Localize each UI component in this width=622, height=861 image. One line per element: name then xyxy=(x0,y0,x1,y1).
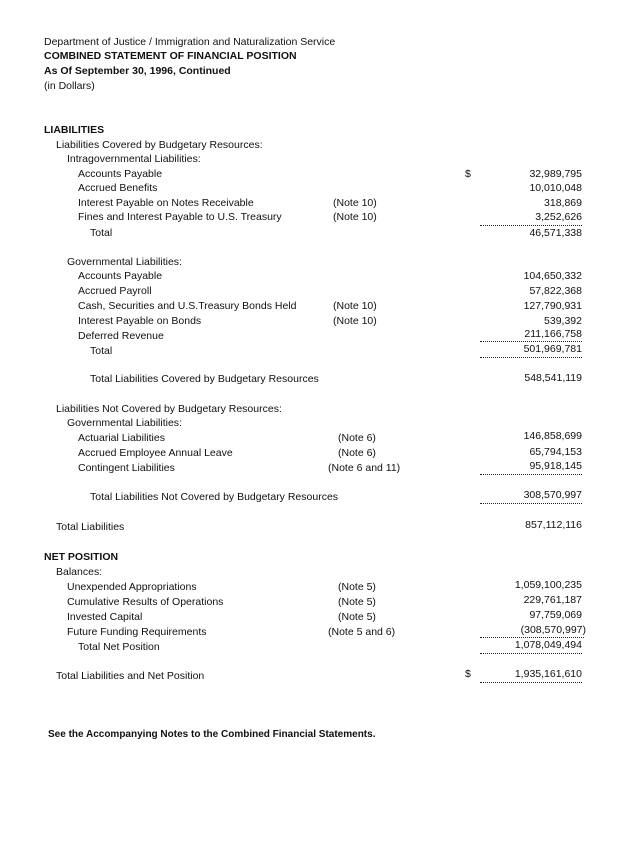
not-covered-heading: Liabilities Not Covered by Budgetary Resources: xyxy=(56,403,282,415)
footer-note: See the Accompanying Notes to the Combined Financial Statements. xyxy=(48,729,376,740)
line-label: Interest Payable on Notes Receivable xyxy=(78,197,254,209)
line-amount: 32,989,795 xyxy=(529,168,582,180)
subtotal-rule xyxy=(480,503,582,504)
line-amount: 57,822,368 xyxy=(529,285,582,297)
total-liabilities-amount: 857,112,116 xyxy=(525,519,582,531)
total-label: Total xyxy=(90,227,113,239)
liabilities-heading: LIABILITIES xyxy=(44,124,105,136)
line-label: Accrued Employee Annual Leave xyxy=(78,447,233,459)
line-amount: 229,761,187 xyxy=(523,594,582,606)
line-amount: (308,570,997) xyxy=(520,624,586,636)
subtotal-rule xyxy=(480,653,582,654)
line-amount: 211,166,758 xyxy=(524,328,582,340)
subtotal-rule xyxy=(480,357,582,358)
line-amount: 104,650,332 xyxy=(523,270,582,282)
currency-symbol: $ xyxy=(465,168,471,180)
covered-total-amount: 548,541,119 xyxy=(524,372,582,384)
line-note: (Note 6) xyxy=(338,447,376,459)
line-amount: 95,918,145 xyxy=(529,460,582,472)
line-amount: 97,759,069 xyxy=(529,609,582,621)
line-label: Future Funding Requirements xyxy=(67,626,207,638)
total-amount: 501,969,781 xyxy=(523,343,582,355)
balances-heading: Balances: xyxy=(56,566,103,578)
line-label: Actuarial Liabilities xyxy=(78,432,165,444)
line-note: (Note 5 and 6) xyxy=(328,626,396,638)
subtotal-rule xyxy=(480,341,582,342)
total-amount: 46,571,338 xyxy=(529,227,582,239)
line-label: Accrued Payroll xyxy=(78,285,152,297)
net-position-heading: NET POSITION xyxy=(44,551,119,563)
line-amount: 10,010,048 xyxy=(529,182,582,194)
line-label: Cash, Securities and U.S.Treasury Bonds Held xyxy=(78,300,297,312)
line-label: Accounts Payable xyxy=(78,270,163,282)
not-covered-gov-heading: Governmental Liabilities: xyxy=(67,417,182,429)
line-note: (Note 10) xyxy=(333,197,377,209)
line-label: Deferred Revenue xyxy=(78,330,164,342)
line-label: Invested Capital xyxy=(67,611,143,623)
line-label: Accounts Payable xyxy=(78,168,163,180)
subtotal-rule xyxy=(480,474,582,475)
agency-name: Department of Justice / Immigration and Naturalization Service xyxy=(44,36,336,48)
line-note: (Note 5) xyxy=(338,596,376,608)
gov-heading: Governmental Liabilities: xyxy=(67,256,182,268)
line-note: (Note 10) xyxy=(333,315,377,327)
subtotal-rule xyxy=(480,637,584,638)
line-note: (Note 5) xyxy=(338,581,376,593)
line-note: (Note 5) xyxy=(338,611,376,623)
line-amount: 539,392 xyxy=(544,315,582,327)
not-covered-total-label: Total Liabilities Not Covered by Budgetary Resources xyxy=(90,491,339,503)
line-note: (Note 10) xyxy=(333,300,377,312)
line-amount: 318,869 xyxy=(544,197,582,209)
grand-total-rule xyxy=(480,682,582,683)
covered-total-label: Total Liabilities Covered by Budgetary Resources xyxy=(90,373,319,385)
total-net-position-label: Total Net Position xyxy=(78,641,160,653)
line-label: Cumulative Results of Operations xyxy=(67,596,224,608)
units-label: (in Dollars) xyxy=(44,80,95,92)
statement-date: As Of September 30, 1996, Continued xyxy=(44,65,231,77)
covered-heading: Liabilities Covered by Budgetary Resources: xyxy=(56,139,263,151)
line-note: (Note 10) xyxy=(333,211,377,223)
subtotal-rule xyxy=(480,225,582,226)
line-label: Contingent Liabilities xyxy=(78,462,175,474)
total-liabilities-label: Total Liabilities xyxy=(56,521,125,533)
not-covered-total-amount: 308,570,997 xyxy=(523,489,582,501)
currency-symbol: $ xyxy=(465,668,471,680)
total-label: Total xyxy=(90,345,113,357)
line-label: Interest Payable on Bonds xyxy=(78,315,202,327)
line-amount: 146,858,699 xyxy=(523,430,582,442)
intra-heading: Intragovernmental Liabilities: xyxy=(67,153,201,165)
line-amount: 3,252,626 xyxy=(535,211,582,223)
line-note: (Note 6) xyxy=(338,432,376,444)
line-amount: 1,059,100,235 xyxy=(514,579,582,591)
grand-total-amount: 1,935,161,610 xyxy=(514,668,582,680)
line-label: Unexpended Appropriations xyxy=(67,581,197,593)
line-label: Accrued Benefits xyxy=(78,182,158,194)
line-note: (Note 6 and 11) xyxy=(328,462,401,474)
line-amount: 127,790,931 xyxy=(523,300,582,312)
grand-total-label: Total Liabilities and Net Position xyxy=(56,670,205,682)
line-label: Fines and Interest Payable to U.S. Treasury xyxy=(78,211,282,223)
statement-title: COMBINED STATEMENT OF FINANCIAL POSITION xyxy=(44,50,297,62)
total-net-position-amount: 1,078,049,494 xyxy=(514,639,582,651)
line-amount: 65,794,153 xyxy=(529,446,582,458)
